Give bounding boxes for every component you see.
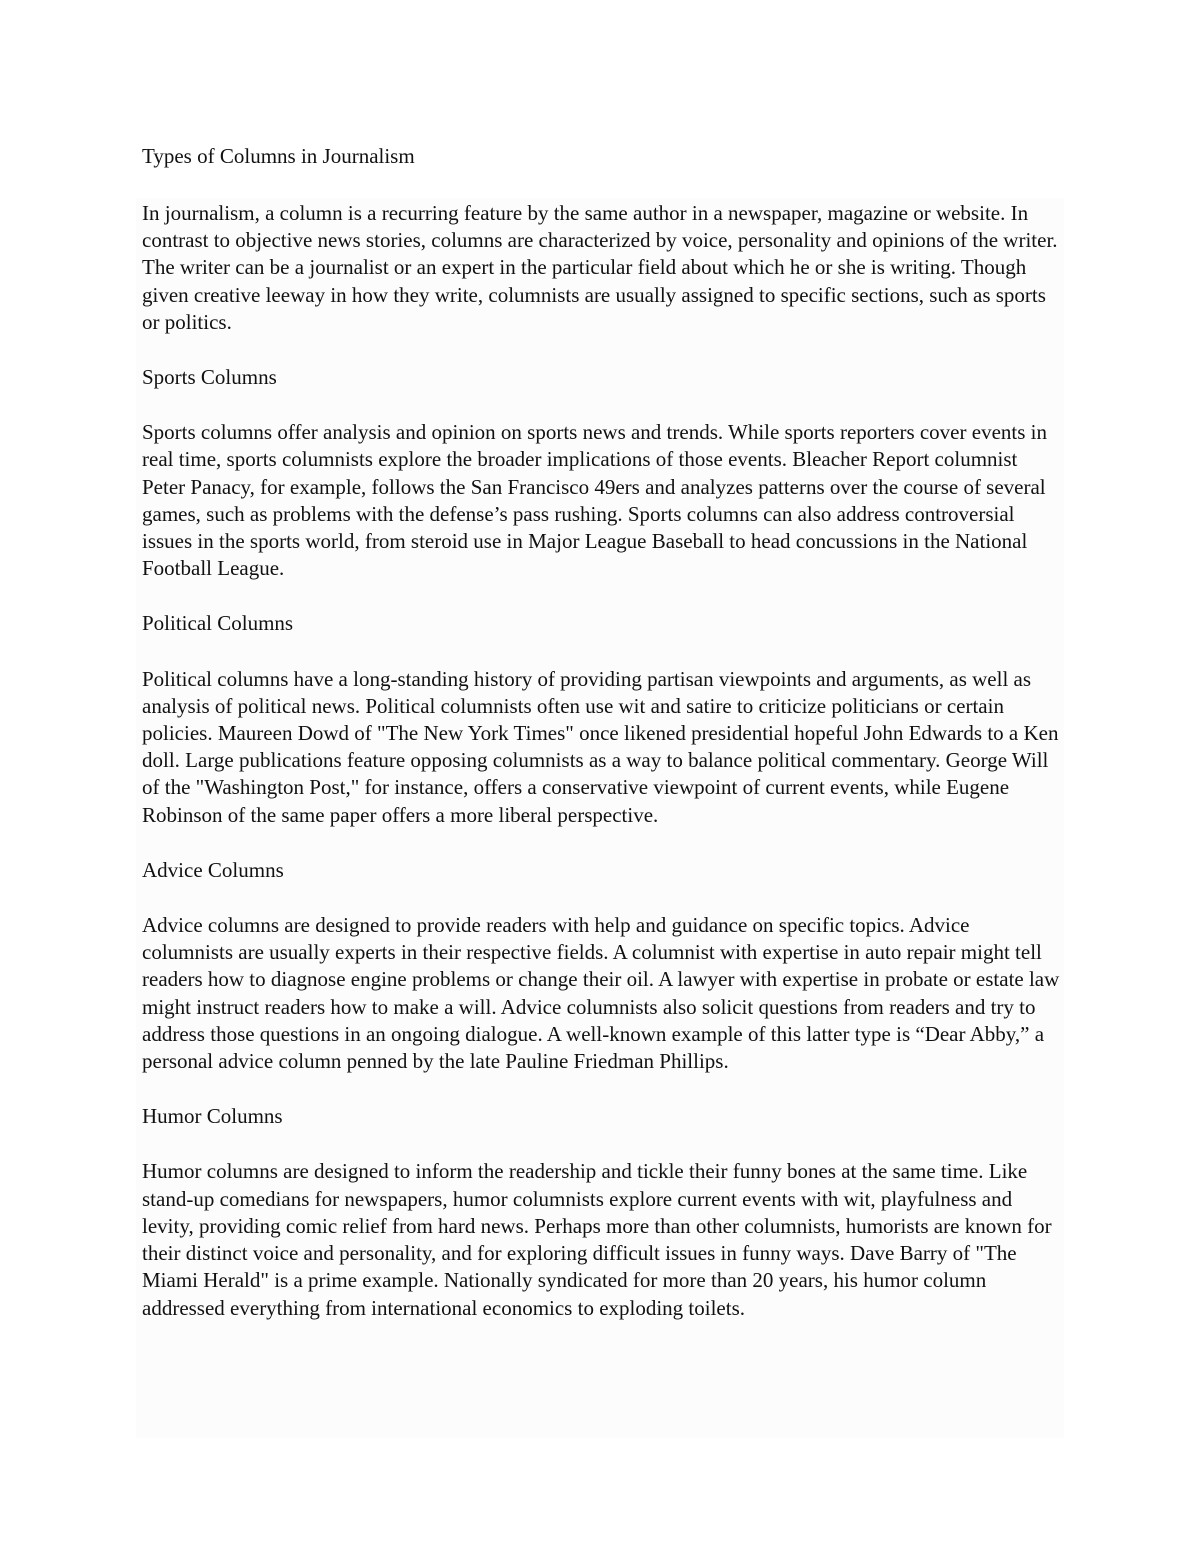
section-text-humor: Humor columns are designed to inform the readership and tickle their funny bones at the same time. Like stand-up comedians for newspapers, humor columnists explore current events with wit, playfulness and levity, providing comic relief from hard news. Perhaps more than other columnists, humorists are known for their distinct voice and personality, and for exploring difficult issues in funny ways. Dave Barry of "The Miami Herald" is a prime example. Nationally syndicated for more than 20 years, his humor column addressed everything from international economics to exploding toilets. (142, 1159, 1052, 1320)
document-title: Types of Columns in Journalism (142, 144, 415, 168)
section-text-advice: Advice columns are designed to provide readers with help and guidance on specific topics. Advice columnists are usually experts in their respective fields. A columnist with expertise in auto repair might tell readers how to diagnose engine problems or change their oil. A lawyer with expertise in probate or estate law might instruct readers how to make a will. Advice columnists also solicit questions from readers and try to address those questions in an ongoing dialogue. A well-known example of this latter type is “Dear Abby,” a personal advice column penned by the late Pauline Friedman Phillips. (142, 913, 1060, 1074)
section-heading-sports: Sports Columns (142, 365, 277, 390)
section-heading-advice: Advice Columns (142, 857, 284, 882)
section-heading-humor: Humor Columns (142, 1104, 283, 1129)
section-heading-political: Political Columns (142, 611, 294, 636)
section-text-political: Political columns have a long-standing history of providing partisan viewpoints and arguments, as well as analysis of political news. Political columnists often use wit and satire to criticize politicians or certain policies. Maureen Dowd of "The New York Times" once likened presidential hopeful John Edwards to a Ken doll. Large publications feature opposing columnists as a way to balance political commentary. George Will of the "Washington Post," for instance, offers a conservative viewpoint of current events, while Eugene Robinson of the same paper offers a more liberal perspective. (142, 666, 1059, 827)
intro-paragraph: In journalism, a column is a recurring feature by the same author in a newspaper, magazine or website. In contrast to objective news stories, columns are characterized by voice, personality and opinions of the writer. The writer can be a journalist or an expert in the particular field about which he or she is writing. Though given creative leeway in how they write, columnists are usually assigned to specific sections, such as sports or politics. (142, 201, 1058, 334)
document-body (142, 200, 1060, 1322)
section-text-sports: Sports columns offer analysis and opinion on sports news and trends. While sports reporters cover events in real time, sports columnists explore the broader implications of those events. Bleacher Report columnist Peter Panacy, for example, follows the San Francisco 49ers and analyzes patterns over the course of several games, such as problems with the defense’s pass rushing. Sports columns can also address controversial issues in the sports world, from steroid use in Major League Baseball to head concussions in the National Football League. (142, 420, 1047, 581)
